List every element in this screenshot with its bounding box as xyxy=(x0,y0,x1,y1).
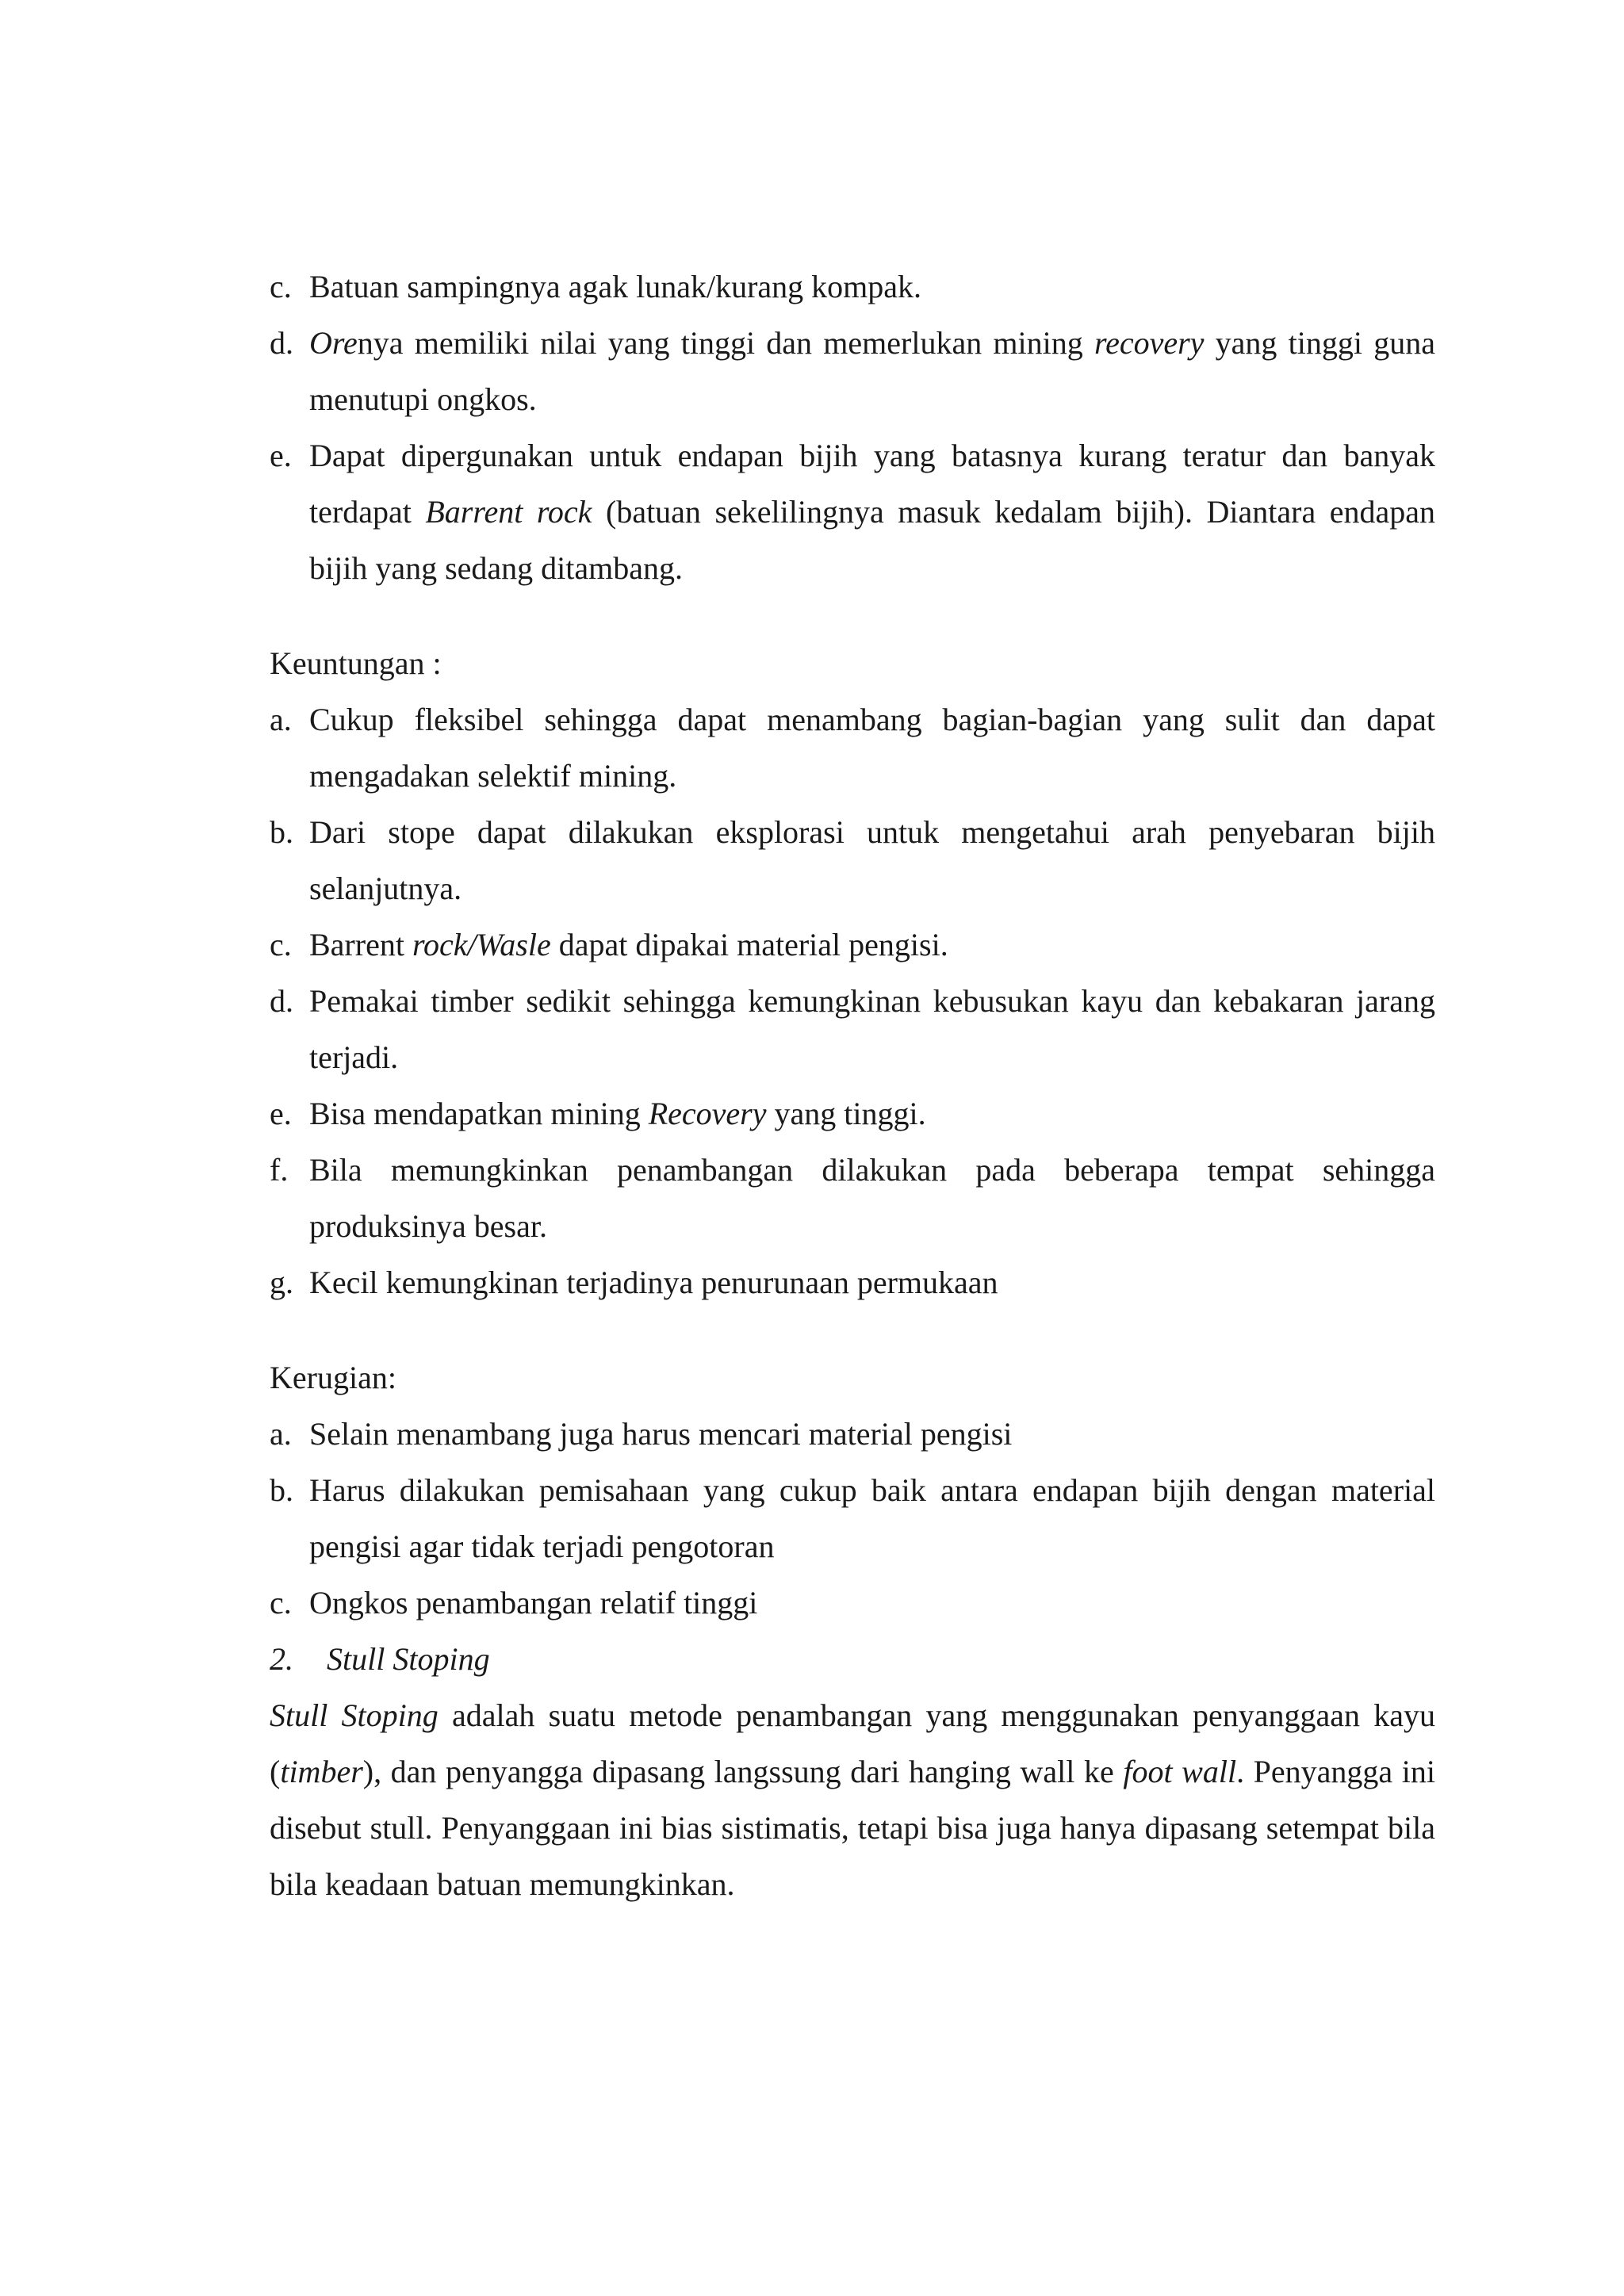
section-title xyxy=(270,1631,1435,1687)
text-run: Harus dilakukan pemisahaan yang cukup baik antara endapan bijih dengan material pengisi agar tidak terjadi pengotoran xyxy=(309,1472,1435,1564)
list-item xyxy=(270,691,1435,804)
text-run: Cukup fleksibel sehingga dapat menambang bagian-bagian yang sulit dan dapat mengadakan selektif mining. xyxy=(309,702,1435,794)
text-run: Pemakai timber sedikit sehingga kemungkinan kebusukan kayu dan kebakaran jarang terjadi. xyxy=(309,983,1435,1075)
text-run: Ongkos penambangan relatif tinggi xyxy=(309,1585,758,1621)
text-run: Selain menambang juga harus mencari material pengisi xyxy=(309,1416,1013,1452)
italic-text: Ore xyxy=(309,325,358,361)
list-item-text xyxy=(309,927,948,962)
italic-text: Recovery xyxy=(648,1096,767,1131)
list-item xyxy=(270,804,1435,916)
text-run: nya memiliki nilai yang tinggi dan memerlukan mining xyxy=(357,325,1095,361)
list-item-text xyxy=(309,1152,1435,1244)
list-marker: c. xyxy=(270,1585,292,1621)
list-item xyxy=(270,916,1435,973)
kerugian-list xyxy=(270,1406,1435,1631)
text-run: adalah suatu metode penambangan yang menggunakan penyanggaan kayu ( xyxy=(270,1697,1435,1789)
text-run: Bisa mendapatkan mining xyxy=(309,1096,649,1131)
list-item xyxy=(270,1406,1435,1462)
text-run: dapat dipakai material pengisi. xyxy=(550,927,948,962)
requirements-list-continued xyxy=(270,258,1435,596)
list-marker: d. xyxy=(270,325,293,361)
italic-text: recovery xyxy=(1094,325,1205,361)
text-run: yang tinggi guna menutupi ongkos. xyxy=(309,325,1435,417)
list-item-text xyxy=(309,814,1435,906)
italic-text: Barrent rock xyxy=(425,494,592,530)
list-item-text xyxy=(309,1096,926,1131)
text-run: yang tinggi. xyxy=(766,1096,926,1131)
list-marker: c. xyxy=(270,269,292,304)
list-item-text xyxy=(309,1472,1435,1564)
text-run: Barrent xyxy=(309,927,412,962)
kerugian-heading: Kerugian: xyxy=(270,1360,396,1395)
list-item xyxy=(270,1575,1435,1631)
list-marker: e. xyxy=(270,1096,292,1131)
list-item-text xyxy=(309,983,1435,1075)
text-run: ), dan penyangga dipasang langssung dari hanging wall ke xyxy=(362,1754,1124,1789)
list-marker: a. xyxy=(270,702,292,737)
text-run: Kecil kemungkinan terjadinya penurunaan permukaan xyxy=(309,1265,998,1300)
italic-text: foot wall xyxy=(1123,1754,1237,1789)
list-item-text xyxy=(309,702,1435,794)
list-marker: a. xyxy=(270,1416,292,1452)
italic-text: timber xyxy=(280,1754,363,1789)
list-marker: f. xyxy=(270,1152,289,1188)
text-run: Dapat dipergunakan untuk endapan bijih yang batasnya kurang teratur dan banyak terdapat xyxy=(309,438,1435,530)
text-run: Bila memungkinkan penambangan dilakukan pada beberapa tempat sehingga produksinya besar. xyxy=(309,1152,1435,1244)
list-marker: b. xyxy=(270,814,293,850)
list-marker: b. xyxy=(270,1472,293,1508)
page-content xyxy=(270,258,1435,1912)
list-item-text xyxy=(309,1265,998,1300)
list-item xyxy=(270,427,1435,596)
list-item xyxy=(270,1085,1435,1142)
list-item xyxy=(270,315,1435,427)
list-item-text xyxy=(309,438,1435,586)
text-run: Batuan sampingnya agak lunak/kurang kompak. xyxy=(309,269,922,304)
list-item xyxy=(270,973,1435,1085)
section-title-text: Stull Stoping xyxy=(327,1641,490,1677)
list-item-text xyxy=(309,1416,1012,1452)
keuntungan-list xyxy=(270,691,1435,1311)
list-item xyxy=(270,1462,1435,1575)
list-item-text xyxy=(309,1585,757,1621)
stull-stoping-paragraph xyxy=(270,1687,1435,1912)
text-run: . Penyangga ini disebut stull. Penyanggaan ini bias sistimatis, tetapi bisa juga hanya dipasang setempat bila bila keadaan batuan memungkinkan. xyxy=(270,1754,1436,1902)
list-item xyxy=(270,1142,1435,1254)
section-number: 2. xyxy=(270,1641,293,1677)
text-run: Dari stope dapat dilakukan eksplorasi untuk mengetahui arah penyebaran bijih selanjutnya. xyxy=(309,814,1435,906)
list-marker: d. xyxy=(270,983,293,1019)
list-item-text xyxy=(309,325,1435,417)
italic-text: Stull Stoping xyxy=(270,1697,439,1733)
list-marker: e. xyxy=(270,438,292,473)
italic-text: rock/Wasle xyxy=(412,927,551,962)
list-marker: c. xyxy=(270,927,292,962)
list-item-text xyxy=(309,269,921,304)
list-item xyxy=(270,1254,1435,1311)
keuntungan-heading: Keuntungan : xyxy=(270,645,442,681)
list-item xyxy=(270,258,1435,315)
list-marker: g. xyxy=(270,1265,293,1300)
text-run: (batuan sekelilingnya masuk kedalam bijih). Diantara endapan bijih yang sedang ditambang. xyxy=(309,494,1436,586)
